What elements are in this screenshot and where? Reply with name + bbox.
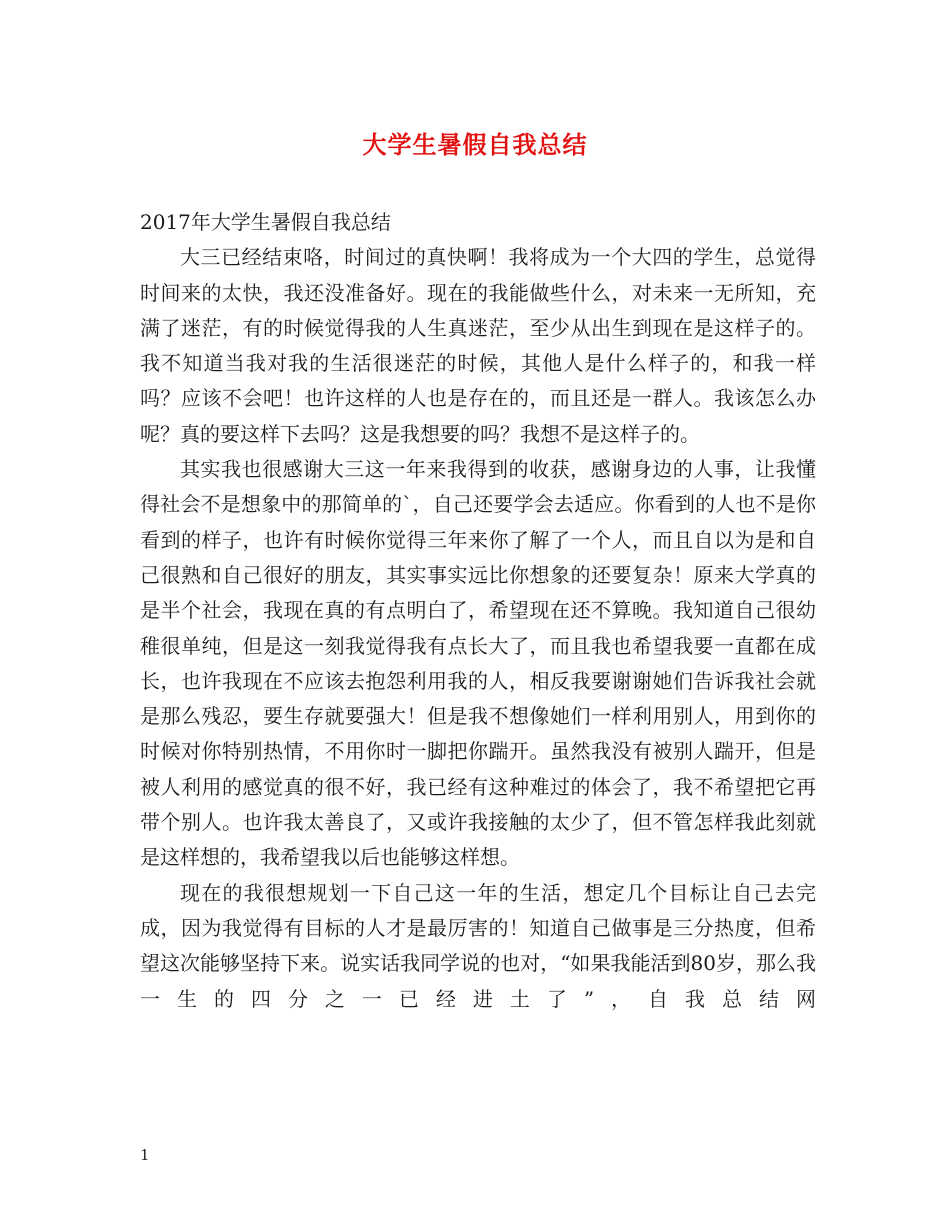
paragraph-1: 大三已经结束咯，时间过的真快啊！我将成为一个大四的学生，总觉得时间来的太快，我还没准备好。现在的我能做些什么，对未来一无所知，充满了迷茫，有的时候觉得我的人生真迷茫，至少从出生到现在是这样子的。我不知道当我对我的生活很迷茫的时候，其他人是什么样子的，和我一样吗？应该不会吧！也许这样的人也是存在的，而且还是一群人。我该怎么办呢？真的要这样下去吗？这是我想要的吗？我想不是这样子的。 — [140, 245, 816, 446]
paragraph-2: 其实我也很感谢大三这一年来我得到的收获，感谢身边的人事，让我懂得社会不是想象中的那简单的`，自己还要学会去适应。你看到的人也不是你看到的样子，也许有时候你觉得三年来你了解了一个人，而且自以为是和自己很熟和自己很好的朋友，其实事实远比你想象的还要复杂！原来大学真的是半个社会，我现在真的有点明白了，希望现在还不算晚。我知道自己很幼稚很单纯，但是这一刻我觉得我有点长大了，而且我也希望我要一直都在成长，也许我现在不应该去抱怨利用我的人，相反我要谢谢她们告诉我社会就是那么残忍，要生存就要强大！但是我不想像她们一样利用别人，用到你的时候对你特别热情，不用你时一脚把你踹开。虽然我没有被别人踹开，但是被人利用的感觉真的很不好，我已经有这种难过的体会了，我不希望把它再带个别人。也许我太善良了，又或许我接触的太少了，但不管怎样我此刻就是这样想的，我希望我以后也能够这样想。 — [140, 457, 816, 870]
document-body — [140, 205, 816, 1017]
paragraph-3: 现在的我很想规划一下自己这一年的生活，想定几个目标让自己去完成，因为我觉得有目标的人才是最厉害的！知道自己做事是三分热度，但希望这次能够坚持下来。说实话我同学说的也对，“如果我能活到80岁，那么我一生的四分之一已经进土了”，自我总结网 — [140, 880, 816, 1011]
document-subtitle: 2017年大学生暑假自我总结 — [140, 210, 391, 234]
page-number: 1 — [140, 1146, 150, 1164]
page-title: 大学生暑假自我总结 — [362, 130, 588, 159]
